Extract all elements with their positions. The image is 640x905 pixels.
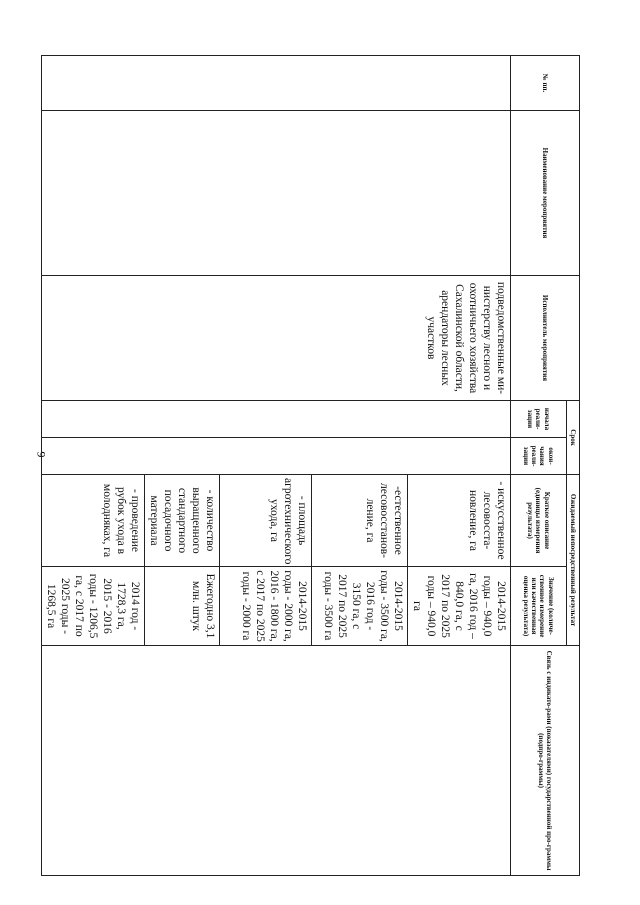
header-expected: Ожидаемый непосредственный результат <box>566 475 579 646</box>
cell-num <box>41 56 510 111</box>
cell-brief: -естественное лесовосстанов-ление, га <box>311 475 407 567</box>
cell-value: 2014-2015 годы - 3500 га, 2016 год - 3150 га, с 2017 по 2025 годы - 3500 га <box>311 567 407 646</box>
cell-name <box>41 111 510 276</box>
header-row-top <box>566 56 579 876</box>
header-name: Наименование мероприятия <box>510 111 579 276</box>
cell-value: Ежегодно 3,1 млн. штук <box>144 567 219 646</box>
header-link: Связь с индикато-рами (показателями) государственной про-граммы (подпро-граммы) <box>510 646 579 876</box>
header-term: Срок <box>566 401 579 475</box>
cell-brief: - проведение рубок ухода в молодняках, га <box>41 475 144 567</box>
header-value: Значение (количе-ственное измерение или качественная оценка результата) <box>510 567 566 646</box>
cell-value: 2014 год - 1728,3 га, 2015 - 2016 годы - 1206,5 га, с 2017 по 2025 годы - 1268,5 га <box>41 567 144 646</box>
header-term-start: начала реали-зации <box>510 401 566 438</box>
header-brief: Краткое описание (единицы измерения результата) <box>510 475 566 567</box>
cell-brief: - количество выращенного стандартного посадочного материала <box>144 475 219 567</box>
cell-link <box>41 646 510 876</box>
cell-value: 2014-2015 годы - 2000 га, 2016 - 1800 га, с 2017 по 2025 годы - 2000 га <box>219 567 311 646</box>
measures-table <box>41 55 580 876</box>
header-num: № пп. <box>510 56 579 111</box>
cell-brief: - искусственное лесовосста-новление, га <box>407 475 510 567</box>
page-number: 9 <box>34 451 49 458</box>
cell-term-end <box>41 438 510 475</box>
header-term-end: окон-чания реали-зации <box>510 438 566 475</box>
header-executor: Исполнитель мероприятия <box>510 276 579 401</box>
cell-brief: - площадь агротехнического ухода, га <box>219 475 311 567</box>
table-row <box>407 56 510 876</box>
cell-executor: подведомственные ми-нистерству лесного и охотничьего хозяйства Сахалинской области, арендаторы лесных участков <box>41 276 510 401</box>
rotated-sheet <box>44 55 580 875</box>
cell-value: 2014-2015 годы – 940,0 га, 2016 год – 840,0 га, с 2017 по 2025 годы – 940,0 га <box>407 567 510 646</box>
cell-term-start <box>41 401 510 438</box>
